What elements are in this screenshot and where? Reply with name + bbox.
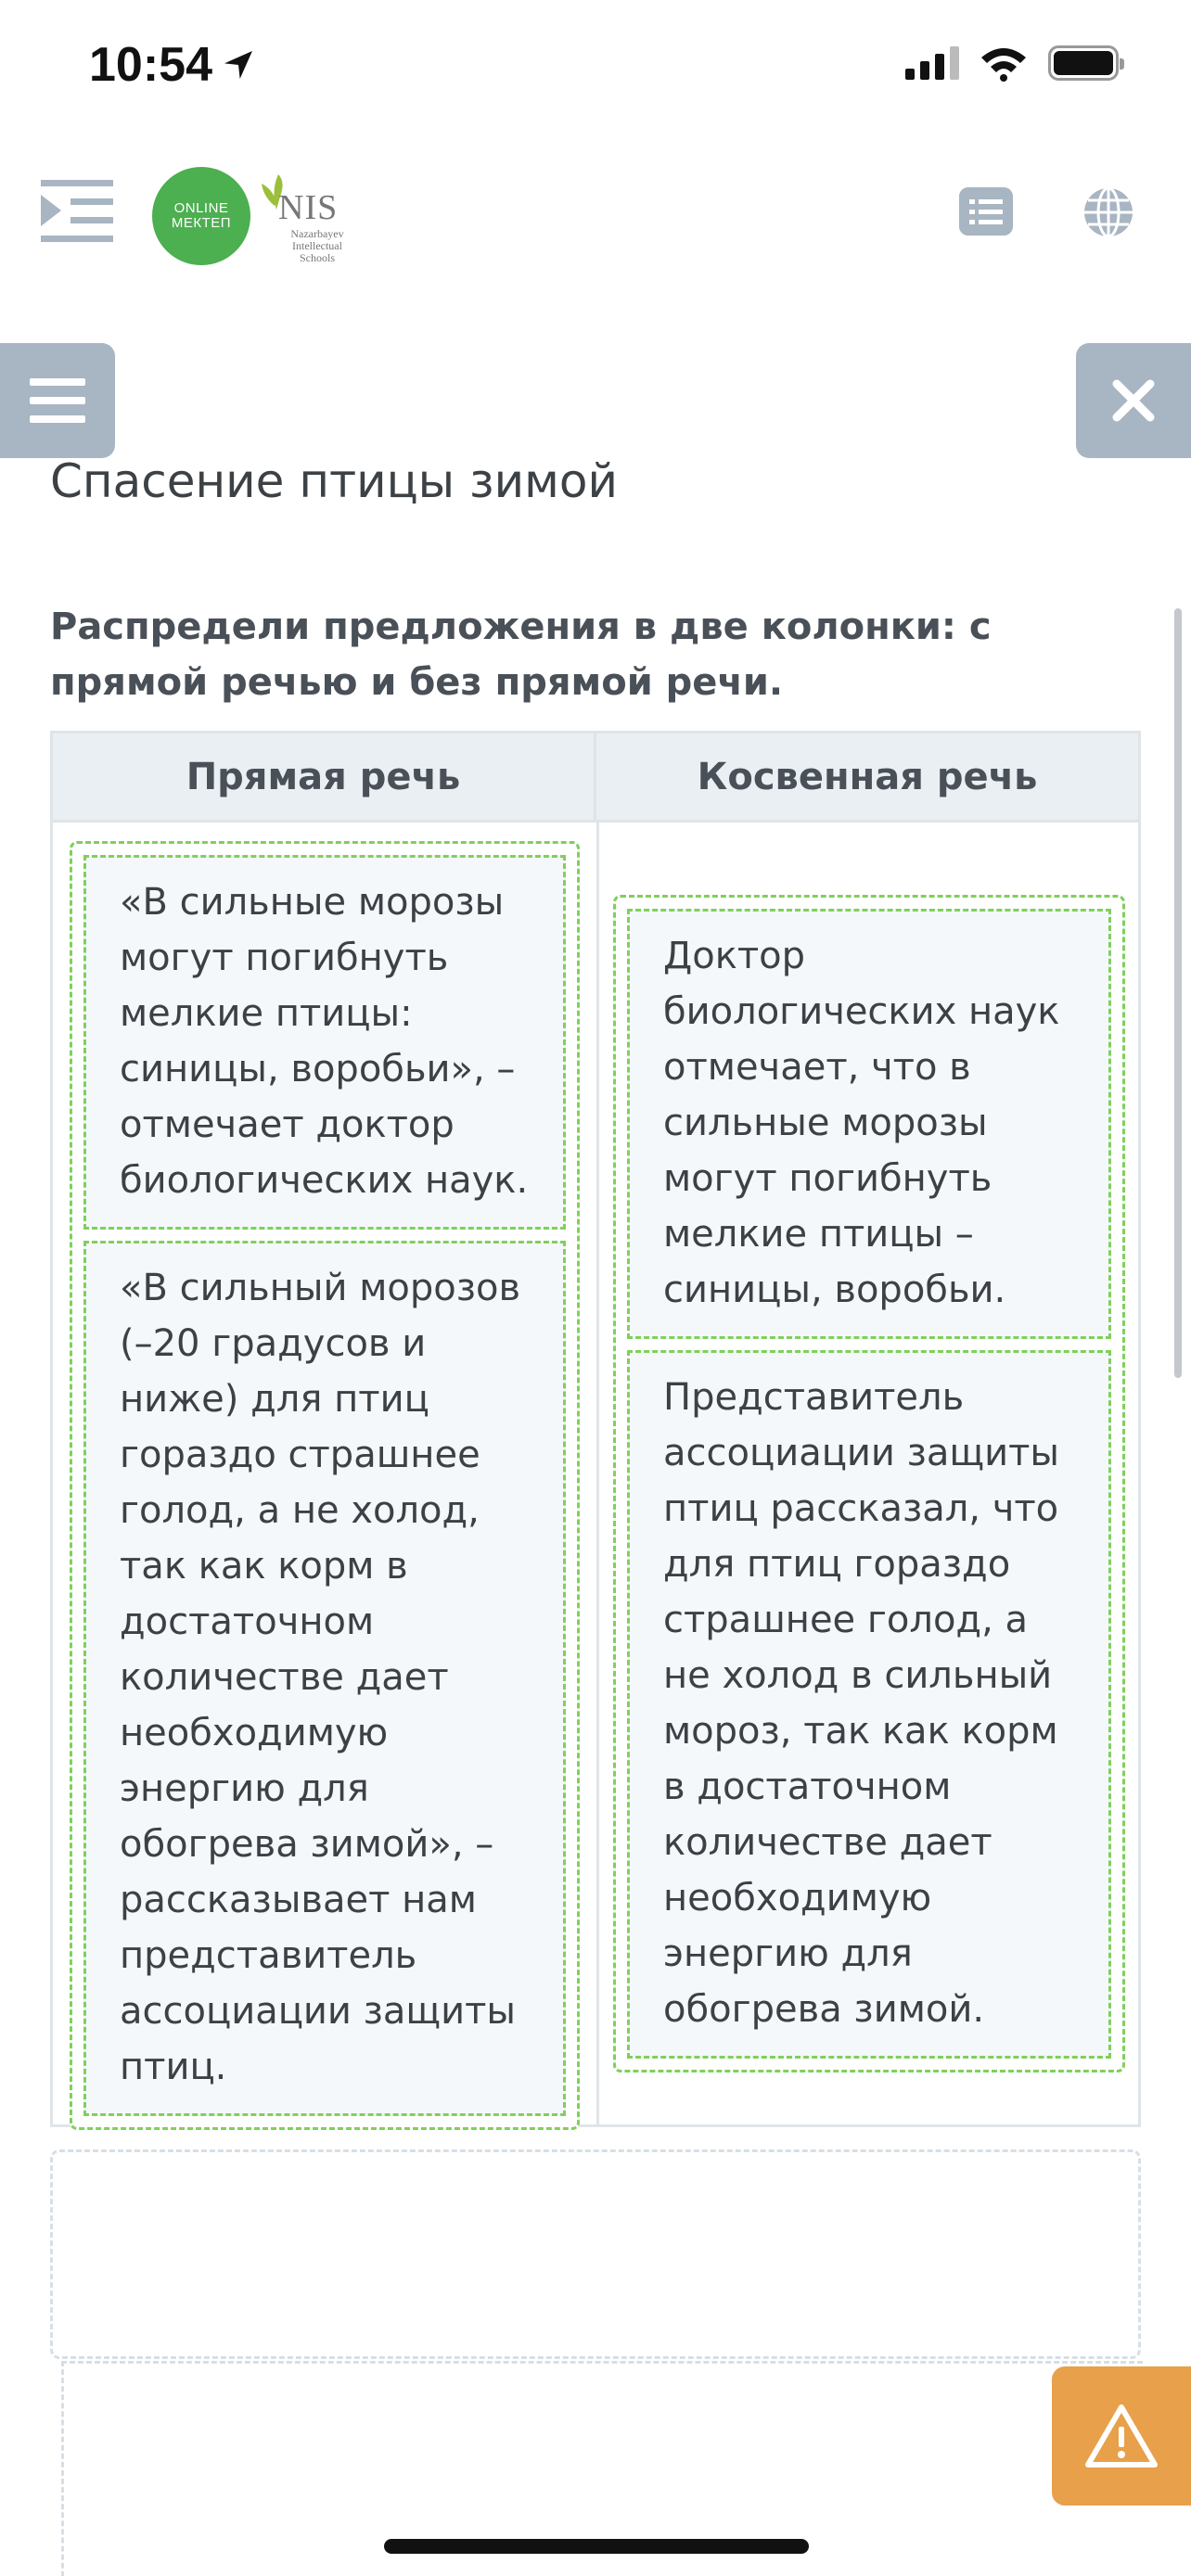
sorting-table <box>50 731 1141 2127</box>
scrollbar[interactable] <box>1174 608 1182 1378</box>
home-indicator[interactable] <box>384 2539 809 2554</box>
logo-online-line1: ONLINE <box>173 200 229 216</box>
cellular-signal-icon <box>905 46 959 80</box>
close-icon <box>1112 379 1155 422</box>
column-header-direct-speech: Прямая речь <box>53 733 596 823</box>
hamburger-menu-button[interactable] <box>0 343 115 458</box>
status-time-text: 10:54 <box>89 38 212 92</box>
indent-menu-icon[interactable] <box>41 176 113 247</box>
nis-subtitle <box>280 228 354 264</box>
column-header-indirect-speech: Косвенная речь <box>596 733 1138 823</box>
nis-sub-1: Nazarbayev <box>290 227 344 240</box>
list-icon[interactable] <box>959 187 1013 236</box>
globe-icon[interactable] <box>1082 185 1135 239</box>
dropzone-indirect-speech[interactable] <box>613 895 1125 2072</box>
draggable-card[interactable]: «В сильный морозов (–20 градусов и ниже) для птиц гораздо страшнее голод, а не холод, так как корм в достаточном количестве дает необходимую энергию для обогрева зимой», – рассказывает нам представитель ассоциации защиты птиц. <box>83 1241 566 2116</box>
task-instruction: Распредели предложения в две колонки: с прямой речью и без прямой речи. <box>50 606 992 704</box>
nis-logo <box>252 165 354 267</box>
dropzone-direct-speech[interactable] <box>70 841 580 2130</box>
location-arrow-icon <box>220 46 257 83</box>
online-mektep-logo[interactable] <box>152 167 250 265</box>
lesson-title: Спасение птицы зимой <box>50 454 618 508</box>
logo-online-line2: МЕКТЕП <box>171 215 232 231</box>
nis-text: NIS <box>278 188 339 227</box>
status-icons <box>905 45 1119 82</box>
draggable-card[interactable]: «В сильные морозы могут погибнуть мелкие птицы: синицы, воробьи», – отмечает доктор биологических наук. <box>83 855 566 1230</box>
hamburger-icon <box>30 376 85 425</box>
report-problem-button[interactable] <box>1052 2366 1191 2506</box>
draggable-card[interactable]: Доктор биологических наук отмечает, что в сильные морозы могут погибнуть мелкие птицы – синицы, воробьи. <box>627 909 1111 1339</box>
warning-icon <box>1084 2403 1159 2469</box>
nis-sub-2: Intellectual <box>292 239 342 252</box>
draggable-card[interactable]: Представитель ассоциации защиты птиц рассказал, что для птиц гораздо страшнее голод, а не холод в сильный мороз, так как корм в достаточном количестве дает необходимую энергию для обогрева зимой. <box>627 1350 1111 2059</box>
nis-sub-3: Schools <box>299 251 335 264</box>
column-divider <box>596 823 599 2124</box>
close-button[interactable] <box>1076 343 1191 458</box>
answer-pool-dropzone[interactable] <box>50 2149 1141 2359</box>
battery-icon <box>1048 45 1119 81</box>
status-time <box>89 37 257 93</box>
wifi-icon <box>980 45 1028 82</box>
